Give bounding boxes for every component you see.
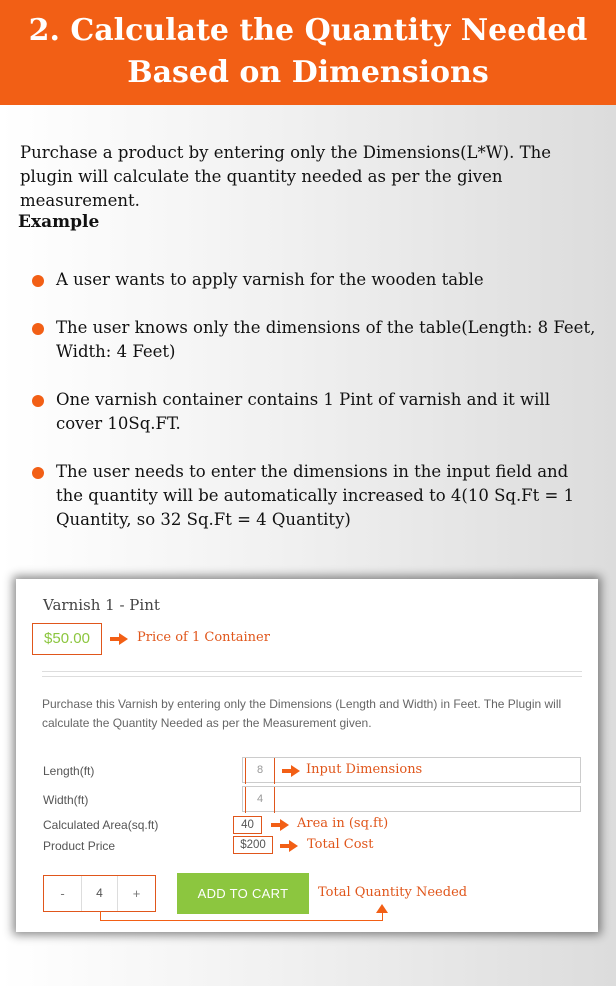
example-heading: Example [18, 212, 100, 232]
width-input[interactable] [245, 787, 275, 811]
list-item-text: A user wants to apply varnish for the wooden table [56, 270, 484, 289]
intro-paragraph: Purchase a product by entering only the Dimensions(L*W). The plugin will calculate the quantity needed as per the given measurement. [20, 143, 551, 210]
list-item-text: The user knows only the dimensions of the table(Length: 8 Feet, Width: 4 Feet) [56, 318, 596, 361]
divider [42, 676, 582, 677]
quantity-annotation: Total Quantity Needed [318, 885, 468, 900]
area-value: 40 [233, 816, 262, 834]
arrow-right-icon [282, 765, 300, 777]
header-banner [0, 0, 616, 105]
connector-line [100, 911, 383, 921]
arrow-right-icon [110, 633, 128, 645]
product-description: Purchase this Varnish by entering only the Dimensions (Length and Width) in Feet. The Plugin will calculate the Quantity Needed as per the Measurement given. [42, 697, 562, 730]
bullet-dot-icon [32, 467, 44, 479]
bullet-dot-icon [32, 323, 44, 335]
quantity-increase-button[interactable]: + [132, 886, 141, 901]
total-cost-annotation: Total Cost [307, 837, 374, 852]
quantity-decrease-button[interactable]: - [60, 886, 65, 901]
price-annotation: Price of 1 Container [137, 630, 270, 645]
length-input[interactable] [245, 758, 275, 782]
input-annotation: Input Dimensions [306, 762, 423, 777]
product-price: $50.00 [32, 623, 102, 655]
bullet-dot-icon [32, 395, 44, 407]
divider [42, 671, 582, 672]
width-label: Width(ft) [43, 793, 89, 807]
length-label: Length(ft) [43, 764, 95, 778]
area-annotation: Area in (sq.ft) [297, 816, 389, 831]
add-to-cart-button[interactable]: ADD TO CART [177, 873, 309, 914]
arrow-right-icon [280, 840, 298, 852]
list-item-text: One varnish container contains 1 Pint of varnish and it will cover 10Sq.FT. [56, 390, 550, 433]
page-title-line2: Based on Dimensions [127, 55, 489, 90]
arrow-right-icon [271, 819, 289, 831]
page-title [0, 10, 616, 94]
area-label: Calculated Area(sq.ft) [43, 818, 159, 832]
quantity-value[interactable]: 4 [81, 876, 118, 911]
list-item-text: The user needs to enter the dimensions in the input field and the quantity will be automatically increased to 4(10 Sq.Ft = 1 Quantity, so 32 Sq.Ft = 4 Quantity) [56, 462, 575, 529]
product-price-label: Product Price [43, 839, 116, 853]
page-title-line1: 2. Calculate the Quantity Needed [28, 13, 588, 48]
product-card [16, 579, 598, 932]
quantity-stepper [43, 875, 156, 912]
total-price-value: $200 [233, 836, 273, 854]
product-name: Varnish 1 - Pint [43, 596, 160, 614]
bullet-dot-icon [32, 275, 44, 287]
width-field-wrapper [242, 786, 581, 812]
arrow-up-icon [376, 904, 388, 913]
